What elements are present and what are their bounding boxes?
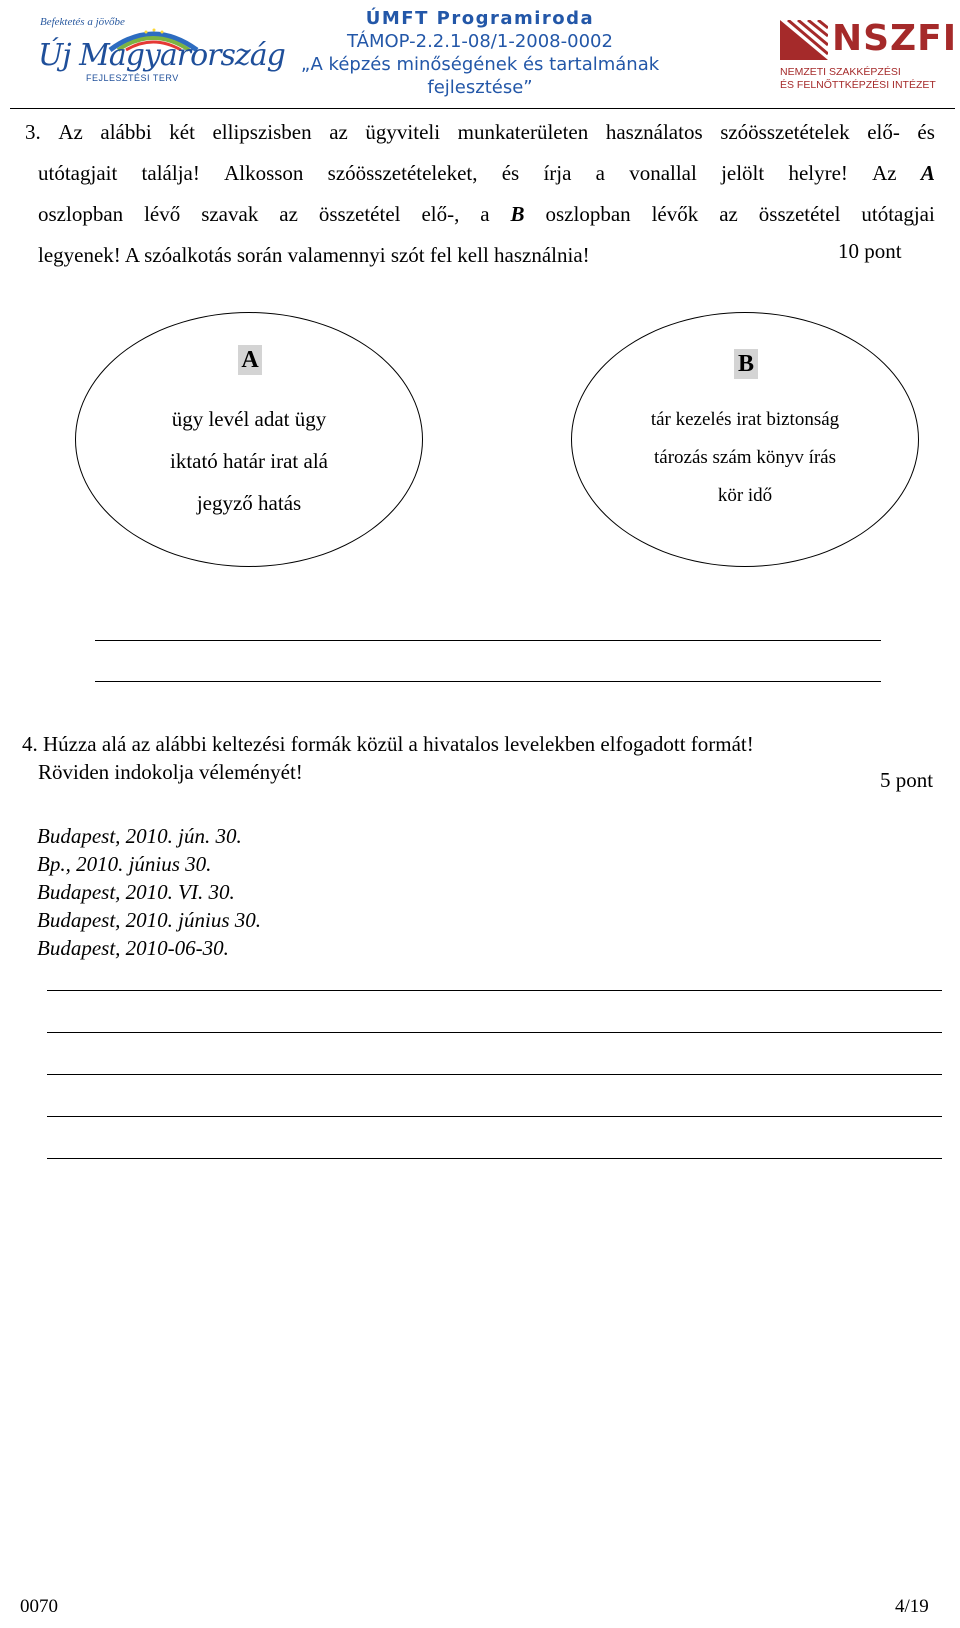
header-center (290, 8, 670, 99)
answer-line[interactable] (47, 990, 942, 991)
ellipse-b-words (572, 401, 918, 515)
word: a (595, 161, 605, 185)
answer-line[interactable] (95, 640, 881, 641)
task4-line2: Röviden indokolja véleményét! (38, 760, 303, 784)
word: lévők (651, 202, 699, 226)
word: szavak (201, 202, 259, 226)
word: 3. (25, 120, 41, 144)
word: vonallal (629, 161, 697, 185)
ellipse-b-line: tár kezelés irat biztonság (650, 409, 840, 430)
nszfi-brand: NSZFI (832, 18, 958, 59)
word: utótagjait (38, 161, 118, 185)
nszfi-mark-icon (780, 20, 828, 60)
task3-instructions (25, 112, 935, 276)
ellipse-a-words (76, 398, 422, 524)
word: és (917, 120, 935, 144)
word: elő-, (421, 202, 460, 226)
nszfi-name-line1: NEMZETI SZAKKÉPZÉSI (780, 66, 901, 78)
task3-line1 (25, 112, 935, 153)
ellipse-b-line: tározás szám könyv írás (653, 447, 837, 468)
answer-line[interactable] (47, 1032, 942, 1033)
ellipse-b-label: B (734, 349, 758, 379)
word: találja! (141, 161, 200, 185)
answer-line[interactable] (47, 1074, 942, 1075)
word: összetétel (758, 202, 841, 226)
logo-sub: FEJLESZTÉSI TERV (86, 73, 179, 83)
word: jelölt (721, 161, 765, 185)
word: munkaterületen (457, 120, 589, 144)
ellipse-b (571, 312, 919, 567)
answer-line[interactable] (47, 1158, 942, 1159)
header-office: ÚMFT Programiroda (365, 8, 595, 29)
word: használatos (605, 120, 703, 144)
ellipse-a-line: ügy levél adat ügy (171, 407, 327, 431)
word: Az (872, 161, 897, 185)
word: oszlopban (545, 202, 631, 226)
word: Az (58, 120, 83, 144)
word: elő- (867, 120, 900, 144)
word: és (501, 161, 520, 185)
word: oszlopban (38, 202, 124, 226)
date-option[interactable]: Bp., 2010. június 30. (37, 852, 212, 876)
word: az (719, 202, 738, 226)
header-divider (10, 108, 955, 109)
header-project-title-cont: fejlesztése” (427, 77, 533, 98)
word: összetétel (318, 202, 401, 226)
footer-code: 0070 (20, 1596, 58, 1617)
ellipse-a-line: iktató határ irat alá (169, 449, 328, 473)
word: ellipszisben (212, 120, 312, 144)
word: szóösszetételek (720, 120, 850, 144)
ellipse-a-label: A (238, 345, 262, 375)
word: írja (543, 161, 572, 185)
word: Alkosson (224, 161, 304, 185)
nszfi-name-line2: ÉS FELNŐTTKÉPZÉSI INTÉZET (780, 79, 936, 91)
word: az (279, 202, 298, 226)
word: két (169, 120, 195, 144)
date-option[interactable]: Budapest, 2010-06-30. (37, 936, 229, 960)
ellipse-a-line: jegyző hatás (196, 491, 302, 515)
word: helyre! (788, 161, 848, 185)
logo-tagline: Befektetés a jövőbe (40, 16, 125, 28)
word: a (480, 202, 490, 226)
answer-line[interactable] (47, 1116, 942, 1117)
task3-line4: legyenek! A szóalkotás során valamennyi szót fel kell használnia! (38, 243, 590, 267)
date-options (37, 822, 261, 962)
word: utótagjai (861, 202, 935, 226)
date-option[interactable]: Budapest, 2010. jún. 30. (37, 824, 242, 848)
ellipse-a (75, 312, 423, 567)
task4-instructions (22, 730, 754, 786)
word: ügyviteli (365, 120, 441, 144)
task4-points: 5 pont (880, 768, 934, 792)
emphasized-word: B (510, 202, 525, 226)
answer-line[interactable] (95, 681, 881, 682)
task3-line3 (25, 194, 935, 235)
header-project-title: „A képzés minőségének és tartalmának (300, 54, 660, 75)
logo-brand: Új Magyarország (38, 38, 285, 73)
header-project-code: TÁMOP-2.2.1-08/1-2008-0002 (347, 31, 613, 52)
page-number: 4/19 (895, 1596, 929, 1617)
ellipse-b-line: kör idő (717, 485, 773, 506)
task4-line1: 4. Húzza alá az alábbi keltezési formák közül a hivatalos levelekben elfogadott formát! (22, 732, 754, 756)
word: alábbi (100, 120, 152, 144)
uj-magyarorszag-logo (36, 14, 285, 92)
word: szóösszetételeket, (327, 161, 478, 185)
task3-line2 (25, 153, 935, 194)
word: lévő (144, 202, 181, 226)
date-option[interactable]: Budapest, 2010. június 30. (37, 908, 261, 932)
word: az (329, 120, 348, 144)
emphasized-word: A (920, 161, 935, 185)
nszfi-logo (780, 18, 958, 91)
task3-points: 10 pont (838, 239, 902, 263)
date-option[interactable]: Budapest, 2010. VI. 30. (37, 880, 235, 904)
